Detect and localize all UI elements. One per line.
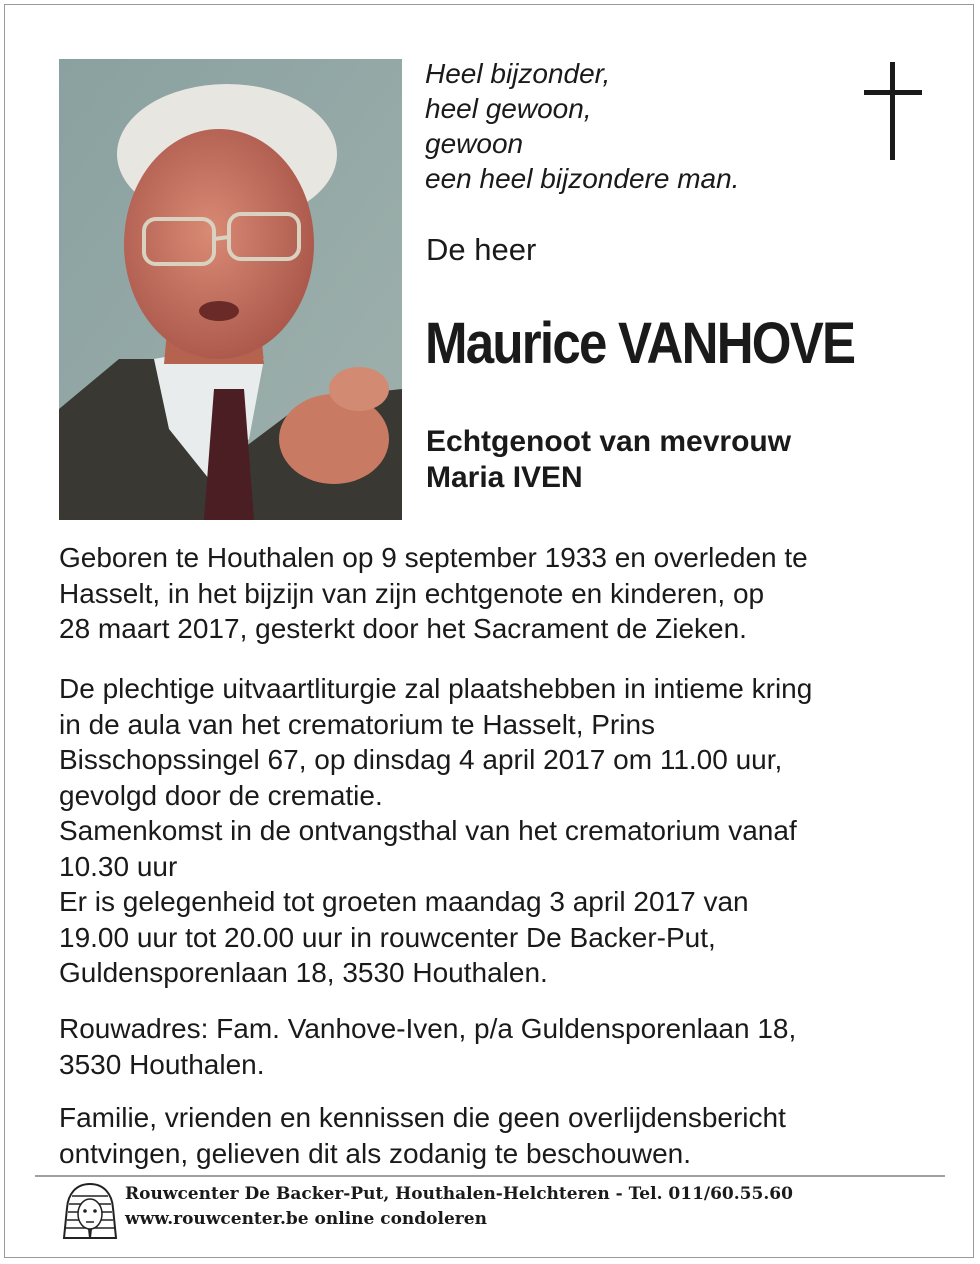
ceremony-paragraph — [59, 671, 929, 991]
text-line: ontvingen, gelieven dit als zodanig te beschouwen. — [59, 1137, 691, 1169]
spouse-line: Echtgenoot van mevrouw — [426, 425, 792, 458]
text-line: 10.30 uur — [59, 850, 178, 882]
spouse-line: Maria IVEN — [426, 461, 583, 494]
footer — [125, 1182, 793, 1232]
pharaoh-logo-icon — [62, 1182, 118, 1240]
cross-icon — [864, 62, 922, 160]
poem-line: een heel bijzondere man. — [425, 163, 740, 194]
text-line: Guldensporenlaan 18, 3530 Houthalen. — [59, 957, 548, 988]
footer-divider — [35, 1175, 945, 1177]
text-line: 28 maart 2017, gesterkt door het Sacrament de Zieken. — [59, 613, 747, 644]
text-line: Samenkomst in de ontvangsthal van het crematorium vanaf — [59, 815, 797, 846]
poem-line: heel gewoon, — [425, 93, 592, 124]
address-paragraph — [59, 1011, 929, 1082]
poem-line: gewoon — [425, 128, 524, 159]
portrait-photo — [59, 59, 402, 520]
text-line: Rouwadres: Fam. Vanhove-Iven, p/a Guldensporenlaan 18, — [59, 1013, 797, 1044]
poem-line: Heel bijzonder, — [425, 58, 611, 89]
footer-website-link[interactable]: www.rouwcenter.be online condoleren — [125, 1209, 487, 1229]
birth-paragraph — [59, 540, 929, 647]
salutation: De heer — [426, 232, 537, 267]
text-line: De plechtige uitvaartliturgie zal plaatshebben in intieme kring — [59, 673, 813, 704]
text-line: Familie, vrienden en kennissen die geen overlijdensbericht — [59, 1102, 786, 1133]
poem — [425, 56, 739, 196]
footer-contact: Rouwcenter De Backer-Put, Houthalen-Helchteren - Tel. 011/60.55.60 — [125, 1184, 793, 1204]
spouse-info — [426, 424, 791, 496]
text-line: Hasselt, in het bijzijn van zijn echtgenote en kinderen, op — [59, 577, 765, 609]
notice-paragraph — [59, 1100, 929, 1171]
text-line: 19.00 uur tot 20.00 uur in rouwcenter De Backer-Put, — [59, 921, 716, 953]
text-line: Bisschopssingel 67, op dinsdag 4 april 2017 om 11.00 uur, — [59, 744, 783, 775]
text-line: Geboren te Houthalen op 9 september 1933 en overleden te — [59, 542, 808, 573]
text-line: 3530 Houthalen. — [59, 1048, 265, 1080]
text-line: Er is gelegenheid tot groeten maandag 3 april 2017 van — [59, 886, 749, 917]
deceased-name: Maurice VANHOVE — [425, 311, 855, 376]
text-line: gevolgd door de crematie. — [59, 779, 383, 811]
text-line: in de aula van het crematorium te Hasselt, Prins — [59, 708, 656, 740]
